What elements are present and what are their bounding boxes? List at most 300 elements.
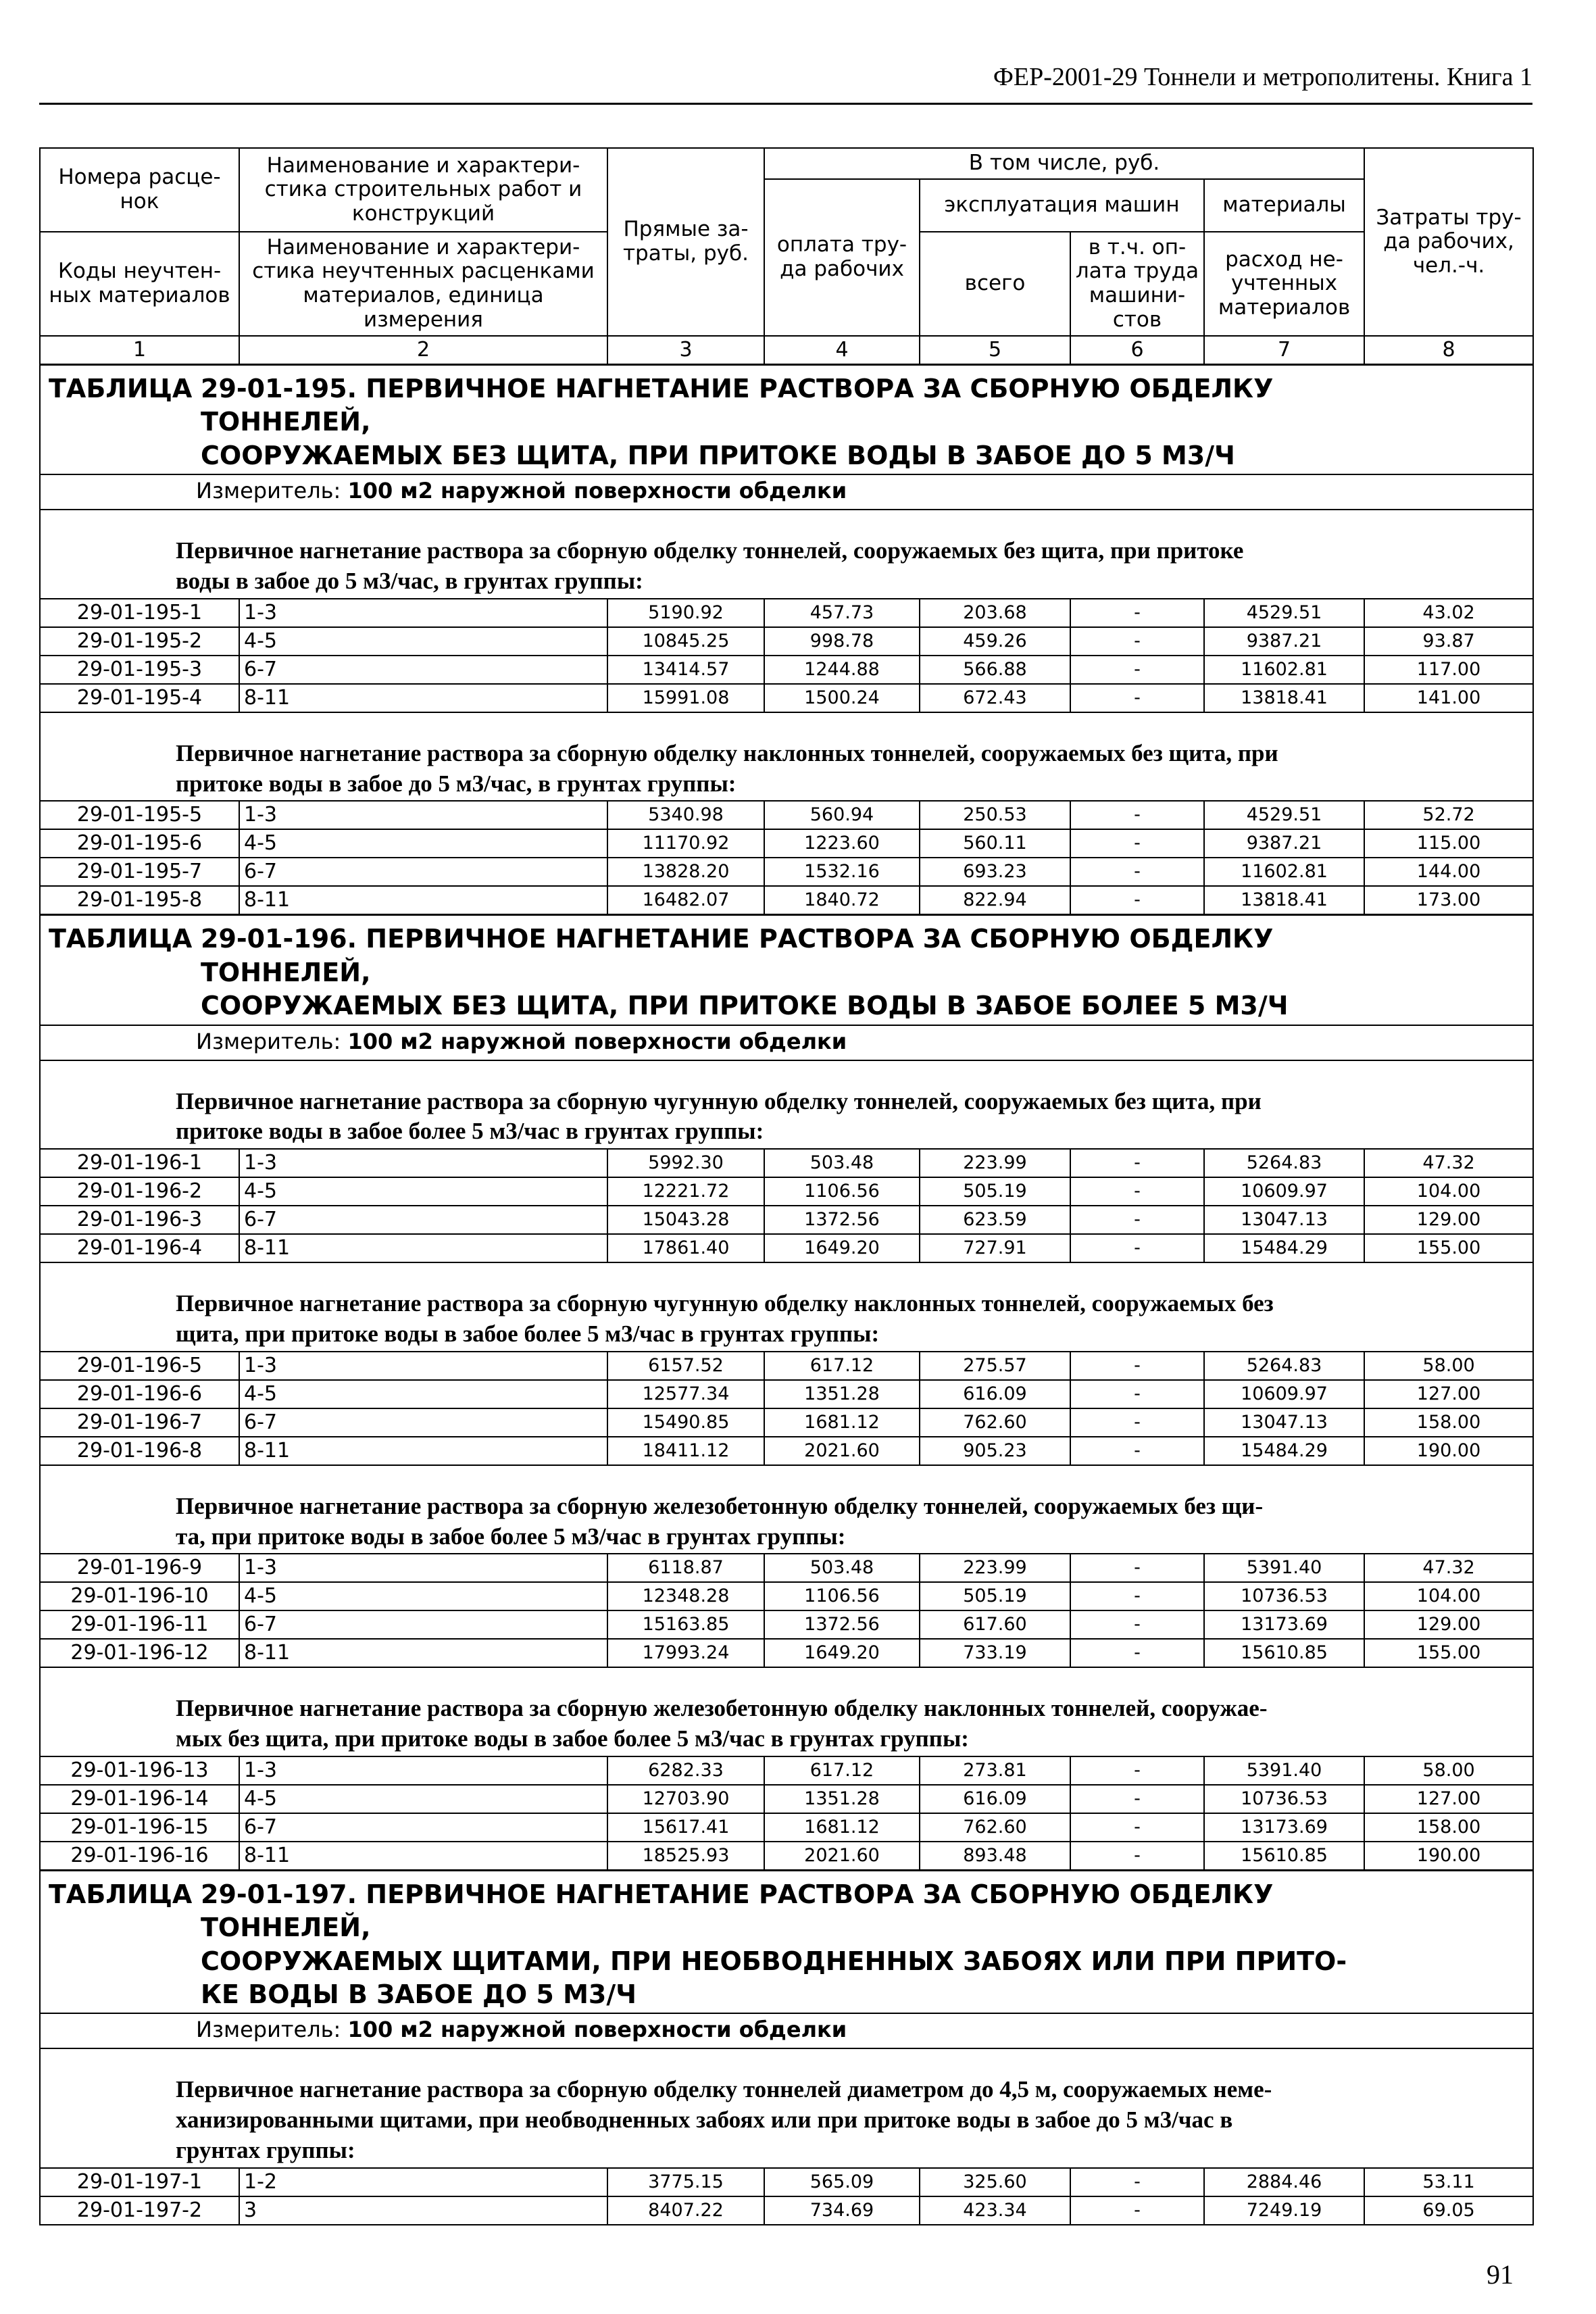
section-heading-line: Первичное нагнетание раствора за сборную чугунную обделку наклонных тоннелей, сооружаемых без bbox=[176, 1290, 1274, 1317]
labor-hours-cell: 129.00 bbox=[1364, 1206, 1533, 1234]
materials-cell: 10736.53 bbox=[1204, 1785, 1364, 1813]
worker-pay-cell: 1372.56 bbox=[764, 1206, 920, 1234]
col-number: 3 bbox=[607, 336, 764, 365]
worker-pay-cell: 1372.56 bbox=[764, 1610, 920, 1639]
measure-row bbox=[40, 1025, 1533, 1060]
machines-total-cell: 762.60 bbox=[920, 1813, 1070, 1842]
soil-group-cell: 1-3 bbox=[239, 599, 607, 627]
worker-pay-cell: 998.78 bbox=[764, 627, 920, 656]
labor-hours-cell: 52.72 bbox=[1364, 801, 1533, 829]
labor-hours-cell: 144.00 bbox=[1364, 858, 1533, 886]
materials-cell: 2884.46 bbox=[1204, 2168, 1364, 2196]
table-title-line: 29-01-197. ПЕРВИЧНОЕ НАГНЕТАНИЕ РАСТВОРА ЗА СБОРНУЮ ОБДЕЛКУ ТОННЕЛЕЙ, bbox=[201, 1879, 1274, 1943]
page-header: ФЕР-2001-29 Тоннели и метрополитены. Книга 1 bbox=[993, 63, 1532, 91]
worker-pay-cell: 1532.16 bbox=[764, 858, 920, 886]
direct-costs-cell: 6157.52 bbox=[607, 1352, 764, 1380]
section-heading-row bbox=[40, 1262, 1533, 1352]
machinist-pay-cell: - bbox=[1070, 1177, 1204, 1206]
measure-label: Измеритель: bbox=[196, 478, 341, 504]
col-material-consumption-header: расход не-учтенных материалов bbox=[1204, 232, 1364, 336]
machines-total-cell: 505.19 bbox=[920, 1177, 1070, 1206]
rates-table bbox=[39, 147, 1534, 2225]
worker-pay-cell: 503.48 bbox=[764, 1149, 920, 1177]
worker-pay-cell: 1106.56 bbox=[764, 1177, 920, 1206]
worker-pay-cell: 457.73 bbox=[764, 599, 920, 627]
labor-hours-cell: 115.00 bbox=[1364, 829, 1533, 858]
col-number: 2 bbox=[239, 336, 607, 365]
section-heading-line: притоке воды в забое до 5 м3/час, в грунтах группы: bbox=[176, 770, 737, 797]
col-number: 4 bbox=[764, 336, 920, 365]
labor-hours-cell: 47.32 bbox=[1364, 1554, 1533, 1582]
direct-costs-cell: 5190.92 bbox=[607, 599, 764, 627]
table-row bbox=[40, 1756, 1533, 1785]
table-row bbox=[40, 801, 1533, 829]
col-number: 5 bbox=[920, 336, 1070, 365]
direct-costs-cell: 15043.28 bbox=[607, 1206, 764, 1234]
section-heading-line: Первичное нагнетание раствора за сборную обделку тоннелей диаметром до 4,5 м, сооружаемых неме- bbox=[176, 2076, 1272, 2103]
table-row bbox=[40, 1234, 1533, 1262]
table-header bbox=[40, 148, 1533, 365]
worker-pay-cell: 734.69 bbox=[764, 2196, 920, 2225]
table-title-row bbox=[40, 915, 1533, 1025]
table-row bbox=[40, 2196, 1533, 2225]
rate-code-cell: 29-01-196-3 bbox=[40, 1206, 239, 1234]
measure-cell bbox=[40, 1025, 1533, 1060]
machines-total-cell: 273.81 bbox=[920, 1756, 1070, 1785]
rate-code-cell: 29-01-196-8 bbox=[40, 1437, 239, 1465]
machines-total-cell: 275.57 bbox=[920, 1352, 1070, 1380]
soil-group-cell: 1-3 bbox=[239, 1554, 607, 1582]
machines-total-cell: 617.60 bbox=[920, 1610, 1070, 1639]
labor-hours-cell: 93.87 bbox=[1364, 627, 1533, 656]
soil-group-cell: 1-3 bbox=[239, 1756, 607, 1785]
direct-costs-cell: 5992.30 bbox=[607, 1149, 764, 1177]
machines-total-cell: 223.99 bbox=[920, 1149, 1070, 1177]
direct-costs-cell: 6118.87 bbox=[607, 1554, 764, 1582]
table-row bbox=[40, 1639, 1533, 1667]
machinist-pay-cell: - bbox=[1070, 1380, 1204, 1408]
section-heading-row bbox=[40, 510, 1533, 599]
machines-total-cell: 566.88 bbox=[920, 656, 1070, 684]
direct-costs-cell: 17861.40 bbox=[607, 1234, 764, 1262]
rate-code-cell: 29-01-195-7 bbox=[40, 858, 239, 886]
materials-cell: 9387.21 bbox=[1204, 829, 1364, 858]
machinist-pay-cell: - bbox=[1070, 2196, 1204, 2225]
table-row bbox=[40, 858, 1533, 886]
rate-code-cell: 29-01-196-7 bbox=[40, 1408, 239, 1437]
materials-cell: 13173.69 bbox=[1204, 1813, 1364, 1842]
materials-cell: 7249.19 bbox=[1204, 2196, 1364, 2225]
table-row bbox=[40, 2168, 1533, 2196]
rate-code-cell: 29-01-196-5 bbox=[40, 1352, 239, 1380]
machinist-pay-cell: - bbox=[1070, 627, 1204, 656]
worker-pay-cell: 1500.24 bbox=[764, 684, 920, 712]
table-title bbox=[40, 1870, 1533, 2013]
machines-total-cell: 223.99 bbox=[920, 1554, 1070, 1582]
worker-pay-cell: 1223.60 bbox=[764, 829, 920, 858]
soil-group-cell: 8-11 bbox=[239, 1234, 607, 1262]
machines-total-cell: 623.59 bbox=[920, 1206, 1070, 1234]
direct-costs-cell: 10845.25 bbox=[607, 627, 764, 656]
rate-code-cell: 29-01-196-14 bbox=[40, 1785, 239, 1813]
col-work-name-header: Наименование и характери-стика строительных работ и конструкций bbox=[239, 148, 607, 232]
materials-cell: 13047.13 bbox=[1204, 1408, 1364, 1437]
measure-cell bbox=[40, 2013, 1533, 2048]
rate-code-cell: 29-01-196-1 bbox=[40, 1149, 239, 1177]
worker-pay-cell: 560.94 bbox=[764, 801, 920, 829]
table-row bbox=[40, 656, 1533, 684]
worker-pay-cell: 1649.20 bbox=[764, 1639, 920, 1667]
machinist-pay-cell: - bbox=[1070, 1842, 1204, 1871]
soil-group-cell: 8-11 bbox=[239, 684, 607, 712]
rate-code-cell: 29-01-195-6 bbox=[40, 829, 239, 858]
rate-code-cell: 29-01-195-1 bbox=[40, 599, 239, 627]
direct-costs-cell: 12221.72 bbox=[607, 1177, 764, 1206]
materials-cell: 5391.40 bbox=[1204, 1756, 1364, 1785]
worker-pay-cell: 565.09 bbox=[764, 2168, 920, 2196]
direct-costs-cell: 13414.57 bbox=[607, 656, 764, 684]
table-body bbox=[40, 365, 1533, 2225]
machinist-pay-cell: - bbox=[1070, 1437, 1204, 1465]
section-heading-line: притоке воды в забое более 5 м3/час в грунтах группы: bbox=[176, 1118, 764, 1145]
labor-hours-cell: 129.00 bbox=[1364, 1610, 1533, 1639]
labor-hours-cell: 104.00 bbox=[1364, 1582, 1533, 1610]
table-title-line: СООРУЖАЕМЫХ БЕЗ ЩИТА, ПРИ ПРИТОКЕ ВОДЫ В ЗАБОЕ ДО 5 М3/Ч bbox=[201, 440, 1235, 470]
soil-group-cell: 4-5 bbox=[239, 1582, 607, 1610]
col-group-including-header: В том числе, руб. bbox=[764, 148, 1364, 179]
table-title-line: СООРУЖАЕМЫХ БЕЗ ЩИТА, ПРИ ПРИТОКЕ ВОДЫ В ЗАБОЕ БОЛЕЕ 5 М3/Ч bbox=[201, 991, 1289, 1021]
section-heading bbox=[40, 712, 1533, 802]
col-rate-numbers-header: Номера расце-нок bbox=[40, 148, 239, 232]
machinist-pay-cell: - bbox=[1070, 684, 1204, 712]
direct-costs-cell: 15490.85 bbox=[607, 1408, 764, 1437]
direct-costs-cell: 17993.24 bbox=[607, 1639, 764, 1667]
materials-cell: 5264.83 bbox=[1204, 1149, 1364, 1177]
materials-cell: 15610.85 bbox=[1204, 1842, 1364, 1871]
machines-total-cell: 616.09 bbox=[920, 1380, 1070, 1408]
soil-group-cell: 4-5 bbox=[239, 627, 607, 656]
machinist-pay-cell: - bbox=[1070, 1785, 1204, 1813]
direct-costs-cell: 6282.33 bbox=[607, 1756, 764, 1785]
machinist-pay-cell: - bbox=[1070, 886, 1204, 915]
section-heading-line: Первичное нагнетание раствора за сборную обделку тоннелей, сооружаемых без щита, при притоке bbox=[176, 537, 1244, 564]
rate-code-cell: 29-01-195-8 bbox=[40, 886, 239, 915]
materials-cell: 13173.69 bbox=[1204, 1610, 1364, 1639]
table-row bbox=[40, 886, 1533, 915]
section-heading-line: та, при притоке воды в забое более 5 м3/час в грунтах группы: bbox=[176, 1523, 846, 1550]
soil-group-cell: 8-11 bbox=[239, 886, 607, 915]
table-title-text bbox=[201, 372, 1417, 472]
labor-hours-cell: 155.00 bbox=[1364, 1639, 1533, 1667]
table-title-text bbox=[201, 922, 1417, 1023]
machinist-pay-cell: - bbox=[1070, 1756, 1204, 1785]
materials-cell: 9387.21 bbox=[1204, 627, 1364, 656]
table-row bbox=[40, 1352, 1533, 1380]
rate-code-cell: 29-01-196-9 bbox=[40, 1554, 239, 1582]
rate-code-cell: 29-01-196-12 bbox=[40, 1639, 239, 1667]
labor-hours-cell: 173.00 bbox=[1364, 886, 1533, 915]
rate-code-cell: 29-01-197-2 bbox=[40, 2196, 239, 2225]
machinist-pay-cell: - bbox=[1070, 1149, 1204, 1177]
machines-total-cell: 822.94 bbox=[920, 886, 1070, 915]
table-row bbox=[40, 1380, 1533, 1408]
materials-cell: 13047.13 bbox=[1204, 1206, 1364, 1234]
materials-cell: 10736.53 bbox=[1204, 1582, 1364, 1610]
table-row bbox=[40, 1177, 1533, 1206]
soil-group-cell: 4-5 bbox=[239, 1380, 607, 1408]
labor-hours-cell: 141.00 bbox=[1364, 684, 1533, 712]
direct-costs-cell: 12348.28 bbox=[607, 1582, 764, 1610]
machinist-pay-cell: - bbox=[1070, 1234, 1204, 1262]
machinist-pay-cell: - bbox=[1070, 1813, 1204, 1842]
worker-pay-cell: 617.12 bbox=[764, 1352, 920, 1380]
measure-cell bbox=[40, 474, 1533, 510]
labor-hours-cell: 104.00 bbox=[1364, 1177, 1533, 1206]
section-heading-row bbox=[40, 1667, 1533, 1756]
labor-hours-cell: 190.00 bbox=[1364, 1437, 1533, 1465]
materials-cell: 15610.85 bbox=[1204, 1639, 1364, 1667]
table-title-line: СООРУЖАЕМЫХ ЩИТАМИ, ПРИ НЕОБВОДНЕННЫХ ЗАБОЯХ ИЛИ ПРИ ПРИТО- bbox=[201, 1946, 1347, 1976]
section-heading-row bbox=[40, 1465, 1533, 1554]
measure-row bbox=[40, 474, 1533, 510]
table-title-label: ТАБЛИЦА bbox=[49, 1879, 193, 1909]
machines-total-cell: 733.19 bbox=[920, 1639, 1070, 1667]
table-row bbox=[40, 1149, 1533, 1177]
soil-group-cell: 1-3 bbox=[239, 801, 607, 829]
materials-cell: 10609.97 bbox=[1204, 1380, 1364, 1408]
labor-hours-cell: 69.05 bbox=[1364, 2196, 1533, 2225]
soil-group-cell: 1-3 bbox=[239, 1352, 607, 1380]
machinist-pay-cell: - bbox=[1070, 1554, 1204, 1582]
materials-cell: 15484.29 bbox=[1204, 1234, 1364, 1262]
rate-code-cell: 29-01-196-2 bbox=[40, 1177, 239, 1206]
table-row bbox=[40, 1554, 1533, 1582]
section-heading-line: воды в забое до 5 м3/час, в грунтах группы: bbox=[176, 567, 643, 594]
labor-hours-cell: 58.00 bbox=[1364, 1756, 1533, 1785]
table-title-label: ТАБЛИЦА bbox=[49, 374, 193, 403]
measure-label: Измеритель: bbox=[196, 1028, 341, 1054]
col-worker-pay-header: оплата тру-да рабочих bbox=[764, 179, 920, 336]
machinist-pay-cell: - bbox=[1070, 1206, 1204, 1234]
materials-cell: 15484.29 bbox=[1204, 1437, 1364, 1465]
machinist-pay-cell: - bbox=[1070, 1352, 1204, 1380]
machinist-pay-cell: - bbox=[1070, 1582, 1204, 1610]
direct-costs-cell: 18525.93 bbox=[607, 1842, 764, 1871]
table-title-line: 29-01-195. ПЕРВИЧНОЕ НАГНЕТАНИЕ РАСТВОРА ЗА СБОРНУЮ ОБДЕЛКУ ТОННЕЛЕЙ, bbox=[201, 374, 1274, 437]
rate-code-cell: 29-01-195-4 bbox=[40, 684, 239, 712]
materials-cell: 13818.41 bbox=[1204, 886, 1364, 915]
section-heading bbox=[40, 510, 1533, 599]
table-row bbox=[40, 1206, 1533, 1234]
section-heading-row bbox=[40, 1060, 1533, 1150]
col-number: 6 bbox=[1070, 336, 1204, 365]
materials-cell: 4529.51 bbox=[1204, 801, 1364, 829]
materials-cell: 11602.81 bbox=[1204, 858, 1364, 886]
table-row bbox=[40, 1785, 1533, 1813]
col-number: 1 bbox=[40, 336, 239, 365]
machines-total-cell: 893.48 bbox=[920, 1842, 1070, 1871]
col-direct-costs-header: Прямые за-траты, руб. bbox=[607, 148, 764, 336]
soil-group-cell: 6-7 bbox=[239, 1610, 607, 1639]
measure-label: Измеритель: bbox=[196, 2017, 341, 2043]
direct-costs-cell: 18411.12 bbox=[607, 1437, 764, 1465]
worker-pay-cell: 2021.60 bbox=[764, 1437, 920, 1465]
materials-cell: 5264.83 bbox=[1204, 1352, 1364, 1380]
table-row bbox=[40, 627, 1533, 656]
page-number: 91 bbox=[1487, 2259, 1514, 2290]
machines-total-cell: 905.23 bbox=[920, 1437, 1070, 1465]
soil-group-cell: 4-5 bbox=[239, 829, 607, 858]
section-heading bbox=[40, 1262, 1533, 1352]
machinist-pay-cell: - bbox=[1070, 599, 1204, 627]
worker-pay-cell: 1351.28 bbox=[764, 1380, 920, 1408]
soil-group-cell: 6-7 bbox=[239, 656, 607, 684]
machinist-pay-cell: - bbox=[1070, 2168, 1204, 2196]
direct-costs-cell: 11170.92 bbox=[607, 829, 764, 858]
machines-total-cell: 560.11 bbox=[920, 829, 1070, 858]
machinist-pay-cell: - bbox=[1070, 1639, 1204, 1667]
col-labor-hours-header: Затраты тру-да рабочих, чел.-ч. bbox=[1364, 148, 1533, 336]
machines-total-cell: 762.60 bbox=[920, 1408, 1070, 1437]
direct-costs-cell: 3775.15 bbox=[607, 2168, 764, 2196]
table-title-row bbox=[40, 365, 1533, 475]
section-heading bbox=[40, 1667, 1533, 1756]
section-heading-row bbox=[40, 712, 1533, 802]
col-number: 8 bbox=[1364, 336, 1533, 365]
direct-costs-cell: 12703.90 bbox=[607, 1785, 764, 1813]
section-heading bbox=[40, 2048, 1533, 2167]
soil-group-cell: 3 bbox=[239, 2196, 607, 2225]
rate-code-cell: 29-01-196-16 bbox=[40, 1842, 239, 1871]
soil-group-cell: 6-7 bbox=[239, 1408, 607, 1437]
materials-cell: 4529.51 bbox=[1204, 599, 1364, 627]
section-heading-line: Первичное нагнетание раствора за сборную железобетонную обделку тоннелей, сооружаемых без щи- bbox=[176, 1492, 1264, 1519]
worker-pay-cell: 1840.72 bbox=[764, 886, 920, 915]
labor-hours-cell: 58.00 bbox=[1364, 1352, 1533, 1380]
machinist-pay-cell: - bbox=[1070, 1408, 1204, 1437]
measure-value: 100 м2 наружной поверхности обделки bbox=[347, 1028, 847, 1054]
col-materials-header: материалы bbox=[1204, 179, 1364, 232]
rate-code-cell: 29-01-196-13 bbox=[40, 1756, 239, 1785]
soil-group-cell: 6-7 bbox=[239, 858, 607, 886]
direct-costs-cell: 13828.20 bbox=[607, 858, 764, 886]
col-machines-header: эксплуатация машин bbox=[920, 179, 1204, 232]
table-title bbox=[40, 915, 1533, 1025]
table-row bbox=[40, 684, 1533, 712]
direct-costs-cell: 8407.22 bbox=[607, 2196, 764, 2225]
table-row bbox=[40, 829, 1533, 858]
worker-pay-cell: 1681.12 bbox=[764, 1813, 920, 1842]
machines-total-cell: 616.09 bbox=[920, 1785, 1070, 1813]
rate-code-cell: 29-01-196-10 bbox=[40, 1582, 239, 1610]
rate-code-cell: 29-01-196-6 bbox=[40, 1380, 239, 1408]
column-numbers-row bbox=[40, 336, 1533, 365]
machines-total-cell: 727.91 bbox=[920, 1234, 1070, 1262]
labor-hours-cell: 43.02 bbox=[1364, 599, 1533, 627]
machines-total-cell: 693.23 bbox=[920, 858, 1070, 886]
col-machinist-pay-header: в т.ч. оп-лата труда машини-стов bbox=[1070, 232, 1204, 336]
machinist-pay-cell: - bbox=[1070, 656, 1204, 684]
labor-hours-cell: 158.00 bbox=[1364, 1813, 1533, 1842]
section-heading-line: ханизированными щитами, при необводненных забоях или при притоке воды в забое до 5 м3/час в bbox=[176, 2107, 1233, 2134]
soil-group-cell: 8-11 bbox=[239, 1639, 607, 1667]
section-heading-line: Первичное нагнетание раствора за сборную железобетонную обделку наклонных тоннелей, сооружае- bbox=[176, 1695, 1268, 1722]
machinist-pay-cell: - bbox=[1070, 801, 1204, 829]
machinist-pay-cell: - bbox=[1070, 829, 1204, 858]
machinist-pay-cell: - bbox=[1070, 858, 1204, 886]
table-row bbox=[40, 1842, 1533, 1871]
machines-total-cell: 250.53 bbox=[920, 801, 1070, 829]
labor-hours-cell: 53.11 bbox=[1364, 2168, 1533, 2196]
worker-pay-cell: 1649.20 bbox=[764, 1234, 920, 1262]
soil-group-cell: 6-7 bbox=[239, 1206, 607, 1234]
machinist-pay-cell: - bbox=[1070, 1610, 1204, 1639]
soil-group-cell: 4-5 bbox=[239, 1177, 607, 1206]
table-row bbox=[40, 1408, 1533, 1437]
direct-costs-cell: 16482.07 bbox=[607, 886, 764, 915]
machines-total-cell: 423.34 bbox=[920, 2196, 1070, 2225]
col-material-codes-header: Коды неучтен-ных материалов bbox=[40, 232, 239, 336]
labor-hours-cell: 127.00 bbox=[1364, 1380, 1533, 1408]
rate-code-cell: 29-01-196-15 bbox=[40, 1813, 239, 1842]
section-heading bbox=[40, 1060, 1533, 1150]
header-rule bbox=[39, 103, 1532, 105]
worker-pay-cell: 503.48 bbox=[764, 1554, 920, 1582]
materials-cell: 5391.40 bbox=[1204, 1554, 1364, 1582]
machines-total-cell: 505.19 bbox=[920, 1582, 1070, 1610]
worker-pay-cell: 2021.60 bbox=[764, 1842, 920, 1871]
table-row bbox=[40, 1813, 1533, 1842]
worker-pay-cell: 1681.12 bbox=[764, 1408, 920, 1437]
direct-costs-cell: 5340.98 bbox=[607, 801, 764, 829]
table-row bbox=[40, 599, 1533, 627]
labor-hours-cell: 117.00 bbox=[1364, 656, 1533, 684]
section-heading-line: щита, при притоке воды в забое более 5 м3/час в грунтах группы: bbox=[176, 1320, 880, 1347]
table-title-text bbox=[201, 1878, 1417, 2012]
direct-costs-cell: 15617.41 bbox=[607, 1813, 764, 1842]
table-row bbox=[40, 1582, 1533, 1610]
section-heading bbox=[40, 1465, 1533, 1554]
materials-cell: 10609.97 bbox=[1204, 1177, 1364, 1206]
section-heading-row bbox=[40, 2048, 1533, 2167]
labor-hours-cell: 127.00 bbox=[1364, 1785, 1533, 1813]
soil-group-cell: 8-11 bbox=[239, 1437, 607, 1465]
labor-hours-cell: 158.00 bbox=[1364, 1408, 1533, 1437]
col-machines-total-header: всего bbox=[920, 232, 1070, 336]
worker-pay-cell: 1351.28 bbox=[764, 1785, 920, 1813]
direct-costs-cell: 15991.08 bbox=[607, 684, 764, 712]
soil-group-cell: 6-7 bbox=[239, 1813, 607, 1842]
table-title bbox=[40, 365, 1533, 475]
measure-value: 100 м2 наружной поверхности обделки bbox=[347, 2017, 847, 2043]
table-title-label: ТАБЛИЦА bbox=[49, 924, 193, 954]
table-row bbox=[40, 1437, 1533, 1465]
section-heading-line: мых без щита, при притоке воды в забое более 5 м3/час в грунтах группы: bbox=[176, 1725, 969, 1752]
rate-code-cell: 29-01-197-1 bbox=[40, 2168, 239, 2196]
worker-pay-cell: 1106.56 bbox=[764, 1582, 920, 1610]
labor-hours-cell: 155.00 bbox=[1364, 1234, 1533, 1262]
worker-pay-cell: 1244.88 bbox=[764, 656, 920, 684]
table-title-row bbox=[40, 1870, 1533, 2013]
col-number: 7 bbox=[1204, 336, 1364, 365]
rate-code-cell: 29-01-196-11 bbox=[40, 1610, 239, 1639]
table-title-line: 29-01-196. ПЕРВИЧНОЕ НАГНЕТАНИЕ РАСТВОРА ЗА СБОРНУЮ ОБДЕЛКУ ТОННЕЛЕЙ, bbox=[201, 924, 1274, 987]
materials-cell: 11602.81 bbox=[1204, 656, 1364, 684]
soil-group-cell: 4-5 bbox=[239, 1785, 607, 1813]
measure-row bbox=[40, 2013, 1533, 2048]
direct-costs-cell: 12577.34 bbox=[607, 1380, 764, 1408]
section-heading-line: грунтах группы: bbox=[176, 2137, 355, 2164]
